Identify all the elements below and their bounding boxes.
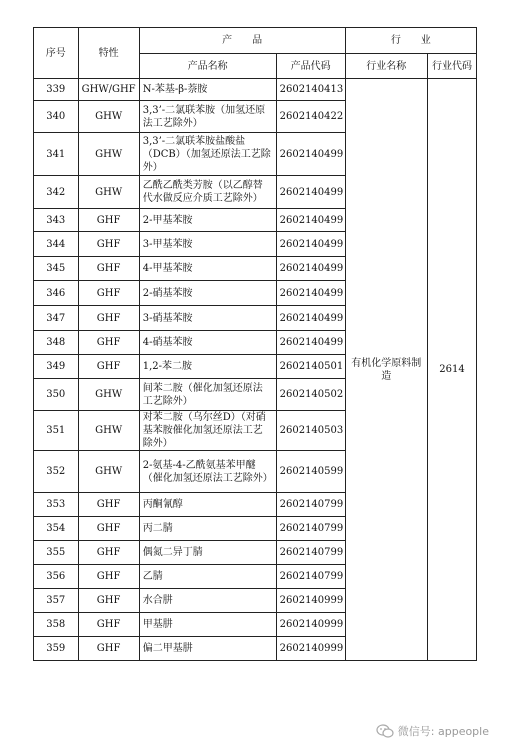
row-trait: GHW/GHF — [78, 79, 139, 101]
header-product-code: 产品代码 — [276, 54, 345, 79]
row-product-code: 2602140499 — [276, 209, 345, 232]
industry-code-cell: 2614 — [427, 79, 476, 661]
row-trait: GHW — [78, 101, 139, 133]
row-product-name: 乙腈 — [139, 565, 276, 589]
row-product-name: 2-硝基苯胺 — [139, 281, 276, 306]
row-product-name: 乙酰乙酰类芳胺（以乙醇替代水做反应介质工艺除外） — [139, 176, 276, 209]
row-product-code: 2602140499 — [276, 281, 345, 306]
row-product-code: 2602140502 — [276, 379, 345, 411]
row-trait: GHF — [78, 281, 139, 306]
row-product-name: 偶氮二异丁腈 — [139, 541, 276, 565]
row-trait: GHF — [78, 232, 139, 257]
row-product-name: 2-氨基-4-乙酰氨基苯甲醚（催化加氢还原法工艺除外） — [139, 451, 276, 493]
row-seq: 352 — [34, 451, 79, 493]
wechat-icon — [376, 724, 394, 738]
row-seq: 345 — [34, 257, 79, 281]
row-seq: 344 — [34, 232, 79, 257]
row-seq: 341 — [34, 133, 79, 176]
row-product-code: 2602140501 — [276, 355, 345, 379]
row-trait: GHF — [78, 331, 139, 355]
header-industry-name: 行业名称 — [345, 54, 427, 79]
product-catalog-table — [33, 27, 477, 661]
row-trait: GHW — [78, 176, 139, 209]
header-seq: 序号 — [34, 28, 79, 79]
row-seq: 354 — [34, 517, 79, 541]
row-seq: 356 — [34, 565, 79, 589]
row-product-code: 2602140413 — [276, 79, 345, 101]
row-product-code: 2602140499 — [276, 133, 345, 176]
row-seq: 358 — [34, 613, 79, 637]
row-product-code: 2602140503 — [276, 411, 345, 451]
row-product-name: 3,3’-二氯联苯胺盐酸盐（DCB）（加氢还原法工艺除外） — [139, 133, 276, 176]
watermark — [376, 723, 489, 739]
row-seq: 342 — [34, 176, 79, 209]
row-trait: GHF — [78, 306, 139, 331]
row-trait: GHF — [78, 541, 139, 565]
row-seq: 359 — [34, 637, 79, 661]
row-product-name: N-苯基-β-萘胺 — [139, 79, 276, 101]
row-seq: 350 — [34, 379, 79, 411]
row-product-code: 2602140799 — [276, 565, 345, 589]
header-industry: 行 业 — [345, 28, 476, 54]
row-product-name: 3-硝基苯胺 — [139, 306, 276, 331]
row-seq: 349 — [34, 355, 79, 379]
row-product-name: 3,3’-二氯联苯胺（加氢还原法工艺除外） — [139, 101, 276, 133]
row-product-name: 4-硝基苯胺 — [139, 331, 276, 355]
table-body — [34, 79, 477, 661]
row-product-name: 1,2-苯二胺 — [139, 355, 276, 379]
header-product-name: 产品名称 — [139, 54, 276, 79]
row-seq: 353 — [34, 493, 79, 517]
row-product-code: 2602140799 — [276, 541, 345, 565]
row-seq: 346 — [34, 281, 79, 306]
row-trait: GHF — [78, 209, 139, 232]
row-trait: GHW — [78, 451, 139, 493]
row-product-code: 2602140799 — [276, 517, 345, 541]
header-industry-code: 行业代码 — [427, 54, 476, 79]
row-trait: GHF — [78, 637, 139, 661]
row-seq: 348 — [34, 331, 79, 355]
row-trait: GHF — [78, 565, 139, 589]
row-product-name: 对苯二胺（乌尔丝D）（对硝基苯胺催化加氢还原法工艺除外） — [139, 411, 276, 451]
watermark-text: 微信号: appeople — [397, 725, 489, 738]
row-seq: 339 — [34, 79, 79, 101]
row-seq: 357 — [34, 589, 79, 613]
row-product-name: 丙二腈 — [139, 517, 276, 541]
row-trait: GHF — [78, 517, 139, 541]
row-product-name: 偏二甲基肼 — [139, 637, 276, 661]
row-product-name: 水合肼 — [139, 589, 276, 613]
row-seq: 351 — [34, 411, 79, 451]
table-row — [34, 79, 477, 101]
header-product: 产 品 — [139, 28, 345, 54]
row-product-code: 2602140799 — [276, 493, 345, 517]
row-trait: GHW — [78, 411, 139, 451]
row-trait: GHW — [78, 379, 139, 411]
row-product-name: 3-甲基苯胺 — [139, 232, 276, 257]
row-seq: 355 — [34, 541, 79, 565]
header-trait: 特性 — [78, 28, 139, 79]
row-product-code: 2602140499 — [276, 306, 345, 331]
row-trait: GHF — [78, 613, 139, 637]
industry-name-cell: 有机化学原料制造 — [345, 79, 427, 661]
row-product-code: 2602140999 — [276, 589, 345, 613]
row-trait: GHF — [78, 257, 139, 281]
row-product-code: 2602140499 — [276, 232, 345, 257]
row-trait: GHF — [78, 493, 139, 517]
row-product-code: 2602140999 — [276, 637, 345, 661]
row-product-name: 2-甲基苯胺 — [139, 209, 276, 232]
row-seq: 347 — [34, 306, 79, 331]
row-product-code: 2602140422 — [276, 101, 345, 133]
row-trait: GHF — [78, 355, 139, 379]
row-trait: GHW — [78, 133, 139, 176]
row-product-code: 2602140499 — [276, 176, 345, 209]
row-product-code: 2602140499 — [276, 331, 345, 355]
row-product-code: 2602140999 — [276, 613, 345, 637]
row-trait: GHF — [78, 589, 139, 613]
row-seq: 343 — [34, 209, 79, 232]
row-seq: 340 — [34, 101, 79, 133]
row-product-name: 丙酮氰醇 — [139, 493, 276, 517]
row-product-code: 2602140599 — [276, 451, 345, 493]
row-product-name: 甲基肼 — [139, 613, 276, 637]
row-product-code: 2602140499 — [276, 257, 345, 281]
row-product-name: 4-甲基苯胺 — [139, 257, 276, 281]
row-product-name: 间苯二胺（催化加氢还原法工艺除外） — [139, 379, 276, 411]
